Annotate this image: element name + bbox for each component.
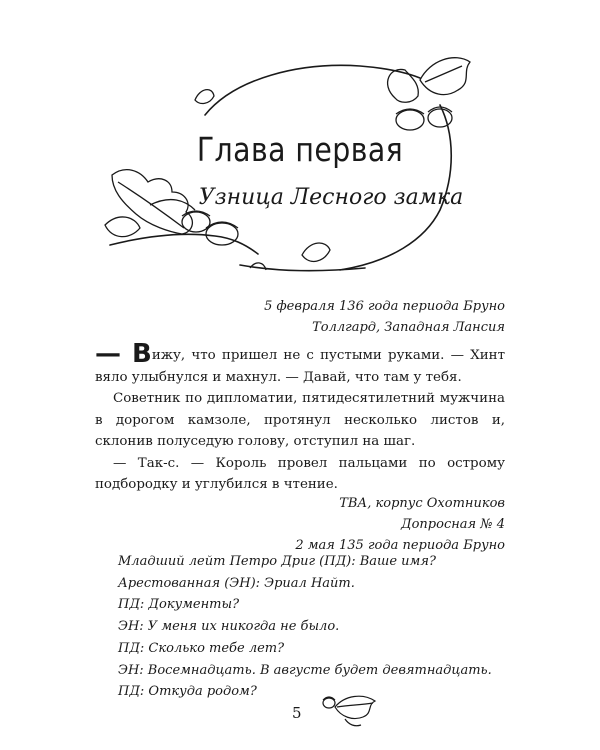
oak-leaf-acorn-icon (315, 685, 385, 730)
main-text (95, 339, 505, 496)
transcript-line: ЭН: У меня их никогда не было. (118, 619, 340, 635)
transcript-line: Младший лейт Петро Дриг (ПД): Ваше имя? (118, 554, 436, 569)
transcript-line: ПД: Документы? (118, 597, 240, 613)
paragraph: Советник по дипломатии, пятидесятилетний мужчина в дорогом камзоле, протянул несколько листов и, склонив полуседую голову, отступил на шаг. (95, 391, 505, 449)
paragraph-text: ижу, что пришел не с пустыми руками. — Хинт вяло улыбнулся и махнул. — Давай, что там у тебя. (95, 348, 505, 385)
transcript-line: ПД: Откуда родом? (118, 684, 257, 700)
transcript-line: ЭН: Восемнадцать. В августе будет девятнадцать. (118, 662, 492, 678)
transcript-line: Арестованная (ЭН): Эриал Найт. (118, 575, 355, 591)
epigraph-date: 5 февраля 136 года периода Бруно (264, 299, 505, 314)
document-date: 2 мая 135 года периода Бруно (295, 538, 505, 553)
page-number: 5 (292, 704, 302, 722)
paragraph (95, 339, 505, 388)
epigraph-date-place (264, 296, 505, 338)
paragraph: — Так-с. — Король провел пальцами по острому подбородку и углубился в чтение. (95, 455, 505, 492)
chapter-subtitle: Узница Лесного замка (198, 185, 464, 210)
document-room: Допросная № 4 (401, 517, 505, 532)
drop-cap: — В (95, 339, 152, 369)
transcript-line: ПД: Сколько тебе лет? (118, 640, 285, 656)
epigraph-place: Толлгард, Западная Лансия (312, 320, 505, 335)
document-org: ТВА, корпус Охотников (339, 496, 505, 511)
document-header (295, 493, 505, 556)
chapter-title: Глава первая (196, 130, 404, 169)
interrogation-transcript (118, 551, 518, 703)
